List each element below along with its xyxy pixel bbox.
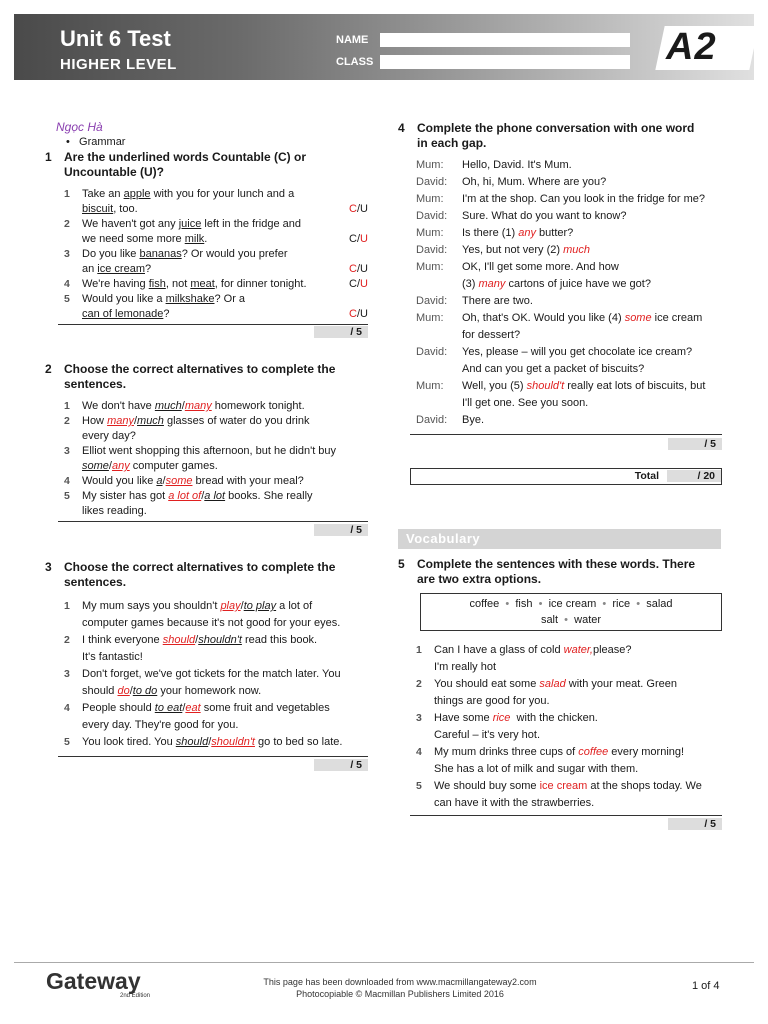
q2-score: / 5 [314, 524, 368, 536]
list-item: 1 Take an apple with you for your lunch and a biscuit, too. C/U [64, 188, 368, 215]
test-level-subtitle: HIGHER LEVEL [60, 56, 177, 73]
total-box [410, 468, 722, 485]
footer-line1: This page has been downloaded from www.macmillangateway2.com [263, 977, 537, 987]
q3-items [64, 598, 368, 751]
q4-title-line1: Complete the phone conversation with one word [417, 121, 695, 135]
word-water: water [574, 614, 602, 626]
class-field[interactable] [380, 55, 630, 69]
page-number: 1 of 4 [692, 980, 720, 992]
total-score: / 20 [667, 470, 721, 482]
list-item: 2 You should eat some salad with your meat. Green things are good for you. [416, 678, 677, 707]
list-item: 5 You look tired. You should/shouldn't go to bed so late. [64, 736, 343, 748]
word-salad: salad [646, 598, 673, 610]
list-item: 1 We don't have much/many homework tonight. [64, 400, 305, 412]
q4-score: / 5 [668, 438, 722, 450]
footer-line2: Photocopiable © Macmillan Publishers Limited 2016 [296, 989, 504, 999]
word-ice-cream: ice cream [548, 598, 597, 610]
footer-rule [14, 962, 754, 963]
q3-number: 3 [45, 560, 52, 574]
vocab-heading-bar [398, 529, 721, 549]
list-item: 4 Would you like a/some bread with your meal? [64, 475, 304, 487]
q1-title-line2: Uncountable (U)? [64, 165, 164, 179]
total-label: Total [634, 470, 659, 482]
list-item: 2 I think everyone should/shouldn't read this book. It's fantastic! [64, 634, 318, 663]
q5-items [416, 642, 726, 812]
q2-divider [58, 521, 368, 522]
q1-title-line1: Are the underlined words Countable (C) or [64, 150, 307, 164]
word-rice: rice [612, 598, 631, 610]
name-label: NAME [336, 34, 369, 46]
student-name: Ngọc Hà [56, 120, 103, 134]
q2-title-line1: Choose the correct alternatives to complete the [64, 362, 336, 376]
name-field[interactable] [380, 33, 630, 47]
list-item: 3 Elliot went shopping this afternoon, but he didn't buy some/any computer games. [64, 445, 337, 472]
q5-score: / 5 [668, 818, 722, 830]
vocab-heading: Vocabulary [406, 531, 481, 546]
class-label: CLASS [336, 56, 374, 68]
list-item: 2 How many/much glasses of water do you drink every day? [64, 415, 310, 442]
word-fish: fish [515, 598, 533, 610]
q3-title-line1: Choose the correct alternatives to complete the [64, 560, 336, 574]
list-item: 3 Don't forget, we've got tickets for the match later. You should do/to do your homework now. [64, 668, 341, 697]
test-title: Unit 6 Test [60, 26, 171, 51]
q1-divider [58, 324, 368, 325]
q2-items [64, 399, 368, 519]
q3-title-line2: sentences. [64, 575, 127, 589]
list-item: 4 We're having fish, not meat, for dinner tonight. C/U [64, 278, 368, 290]
list-item: 4 My mum drinks three cups of coffee every morning! She has a lot of milk and sugar with them. [416, 746, 685, 775]
word-salt: salt [540, 614, 559, 626]
list-item: 1 Can I have a glass of cold water,please? I'm really hot [416, 644, 632, 673]
q5-title-line2: are two extra options. [417, 572, 542, 586]
list-item: 3 Have some rice with the chicken. Careful – it's very hot. [416, 712, 598, 741]
list-item: 5 My sister has got a lot of/a lot books. She really likes reading. [64, 490, 313, 517]
q4-dialogue: Mum: Hello, David. It's Mum. David: Oh, hi, Mum. Where are you? Mum: I'm at the shop. Can you look in the fridge for me? David: Sure. What do you want to know? Mum: Is there (1) any butter? David: Yes, but not very (2) much Mum: OK, I'll get some more. And how (3) many cartons of juice have we got? David: There are two. Mum: Oh, that's OK. Would you like (4) some ice cream for dessert? David: Yes, please – will you get chocolate ice cream? And can you get a packet of biscuits? Mum: Well, you (5) should't really eat lots of biscuits, but I'll get one. See you soon. David: Bye. [416, 159, 706, 426]
q3-divider [58, 756, 368, 757]
list-item: 2 We haven't got any juice left in the fridge and we need some more milk. C/U [64, 218, 368, 245]
list-item: 5 Would you like a milkshake? Or a can of lemonade? C/U [64, 293, 368, 320]
q4-number: 4 [398, 121, 405, 135]
q5-divider [410, 815, 722, 816]
word-coffee: coffee [469, 598, 500, 610]
q4-title-line2: in each gap. [417, 136, 487, 150]
q5-number: 5 [398, 557, 405, 571]
section-bullet: • Grammar [66, 136, 126, 148]
q5-title-line1: Complete the sentences with these words. There [417, 557, 696, 571]
q1-items [64, 187, 368, 322]
q1-number: 1 [45, 150, 52, 164]
q3-score: / 5 [314, 759, 368, 771]
gateway-logo: Gateway [46, 968, 141, 994]
edition-label: 2nd Edition [120, 993, 151, 999]
q2-title-line2: sentences. [64, 377, 127, 391]
list-item: 5 We should buy some ice cream at the shops today. We can have it with the strawberries. [416, 780, 702, 809]
q1-score: / 5 [314, 326, 368, 338]
word-box: coffee • fish • ice cream • rice • salad salt • water [420, 593, 722, 631]
list-item: 3 Do you like bananas? Or would you prefer an ice cream? C/U [64, 248, 368, 275]
q4-divider [410, 434, 722, 435]
list-item: 4 People should to eat/eat some fruit and vegetables every day. They're good for you. [64, 702, 330, 731]
list-item: 1 My mum says you shouldn't play/to play a lot of computer games because it's not good for your eyes. [64, 600, 341, 629]
q2-number: 2 [45, 362, 52, 376]
level-badge-text: A2 [666, 26, 717, 68]
